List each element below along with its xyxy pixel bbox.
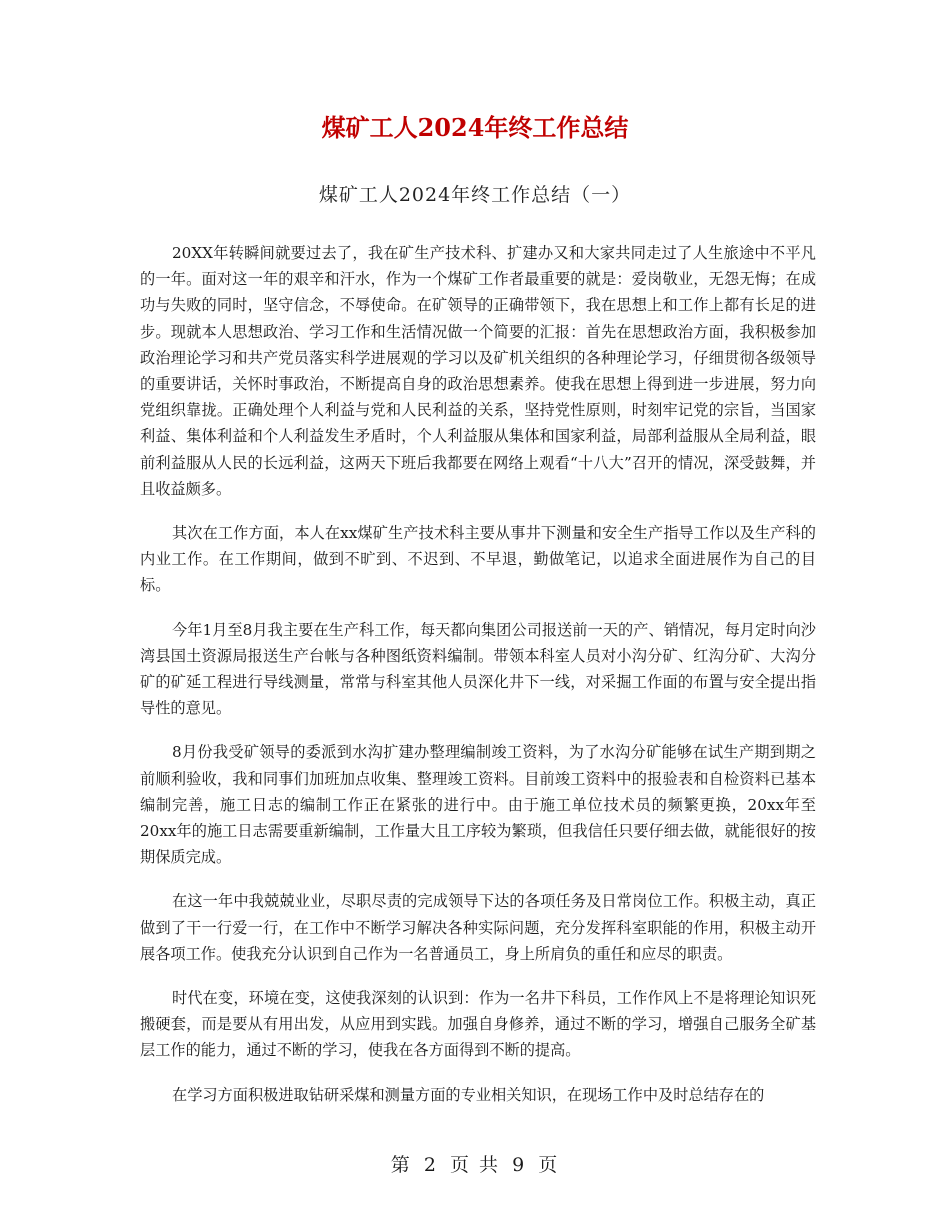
- paragraph-7: 在学习方面积极进取钻研采煤和测量方面的专业相关知识，在现场工作中及时总结存在的: [172, 1085, 765, 1104]
- paragraph-3: 今年1月至8月我主要在生产科工作，每天都向集团公司报送前一天的产、销情况，每月定时向沙湾县国土资源局报送生产台帐与各种图纸资料编制。带领本科室人员对小沟分矿、红沟分矿、大沟分矿的矿延工程进行导线测量，常常与科室其他人员深化井下一线，对采掘工作面的布置与安全提出指导性的意见。: [140, 620, 816, 718]
- footer-prefix: 第: [390, 1154, 412, 1176]
- section-subtitle: 煤矿工人2024年终工作总结（一）: [318, 184, 632, 206]
- document-body: [140, 240, 816, 1108]
- paragraph-2: 其次在工作方面，本人在xx煤矿生产技术科主要从事井下测量和安全生产指导工作以及生产科的内业工作。在工作期间，做到不旷到、不迟到、不早退，勤做笔记，以追求全面进展作为自己的目标。: [140, 524, 816, 595]
- total-pages-number: 9: [512, 1154, 527, 1176]
- document-title: 煤矿工人2024年终工作总结: [321, 113, 629, 142]
- current-page-number: 2: [423, 1154, 438, 1176]
- footer-suffix: 页: [538, 1154, 560, 1176]
- footer-middle: 页 共: [449, 1154, 501, 1176]
- paragraph-1: 20XX年转瞬间就要过去了，我在矿生产技术科、扩建办又和大家共同走过了人生旅途中不平凡的一年。面对这一年的艰辛和汗水，作为一个煤矿工作者最重要的就是：爱岗敬业，无怨无悔；在成功与失败的同时，坚守信念，不辱使命。在矿领导的正确带领下，我在思想上和工作上都有长足的进步。现就本人思想政治、学习工作和生活情况做一个简要的汇报：首先在思想政治方面，我积极参加政治理论学习和共产党员落实科学进展观的学习以及矿机关组织的各种理论学习，仔细贯彻各级领导的重要讲话，关怀时事政治，不断提高自身的政治思想素养。使我在思想上得到进一步进展，努力向党组织靠拢。正确处理个人利益与党和人民利益的关系，坚持党性原则，时刻牢记党的宗旨，当国家利益、集体利益和个人利益发生矛盾时，个人利益服从集体和国家利益，局部利益服从全局利益，眼前利益服从人民的长远利益，这两天下班后我都要在网络上观看“十八大”召开的情况，深受鼓舞，并且收益颇多。: [140, 244, 816, 498]
- paragraph-5: 在这一年中我兢兢业业，尽职尽责的完成领导下达的各项任务及日常岗位工作。积极主动，真正做到了干一行爱一行，在工作中不断学习解决各种实际问题，充分发挥科室职能的作用，积极主动开展各项工作。使我充分认识到自己作为一名普通员工，身上所肩负的重任和应尽的职责。: [140, 892, 816, 963]
- paragraph-4: 8月份我受矿领导的委派到水沟扩建办整理编制竣工资料，为了水沟分矿能够在试生产期到期之前顺利验收，我和同事们加班加点收集、整理竣工资料。目前竣工资料中的报验表和自检资料已基本编制完善，施工日志的编制工作正在紧张的进行中。由于施工单位技术员的频繁更换，20xx年至20xx年的施工日志需要重新编制，工作量大且工序较为繁琐，但我信任只要仔细去做，就能很好的按期保质完成。: [140, 743, 816, 867]
- page-footer: [0, 1150, 950, 1177]
- paragraph-6: 时代在变，环境在变，这使我深刻的认识到：作为一名井下科员，工作作风上不是将理论知识死搬硬套，而是要从有用出发，从应用到实践。加强自身修养，通过不断的学习，增强自己服务全矿基层工作的能力，通过不断的学习，使我在各方面得到不断的提高。: [140, 989, 816, 1060]
